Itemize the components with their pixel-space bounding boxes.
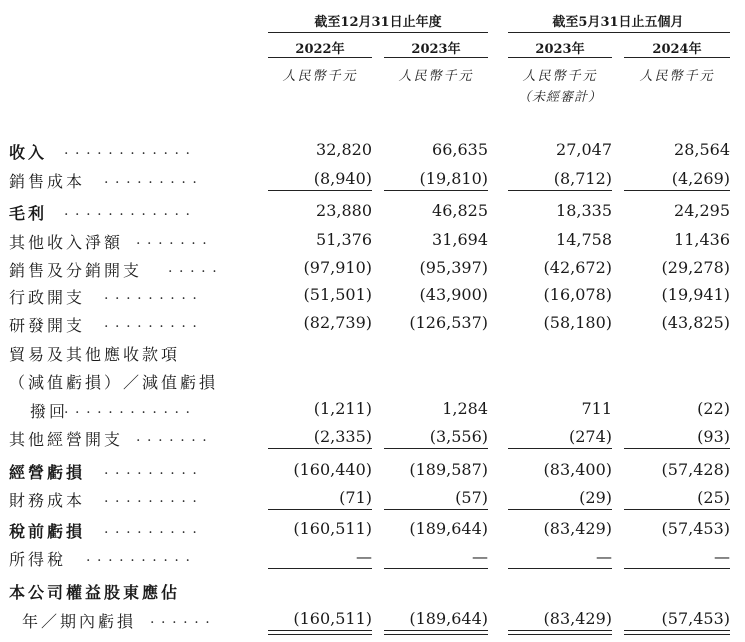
row-value-col2: (189,587)	[409, 460, 488, 479]
row-value-col3: (83,400)	[543, 460, 612, 479]
row-value-col2: (43,900)	[419, 285, 488, 304]
row-value-col2: (57)	[455, 488, 488, 507]
unaudited-label: （未經審計）	[517, 90, 602, 105]
row-value-col3: 711	[581, 399, 612, 418]
subtotal-rule	[624, 190, 730, 191]
row-value-col2: (19,810)	[419, 169, 488, 188]
row-value-col4: (57,428)	[661, 460, 730, 479]
row-label: 財務成本	[9, 491, 86, 510]
leader-dots: .........	[104, 171, 204, 187]
row-value-col1: (160,511)	[293, 519, 372, 538]
subtotal-rule	[508, 190, 612, 191]
row-value-col3: —	[596, 547, 612, 566]
row-value-col4: 28,564	[674, 140, 730, 159]
row-label: 稅前虧損	[9, 522, 86, 541]
subtotal-rule	[508, 509, 612, 510]
subtotal-rule	[268, 190, 372, 191]
total-double-rule	[624, 630, 730, 635]
subtotal-rule	[508, 448, 612, 449]
row-value-col2: 1,284	[442, 399, 488, 418]
subtotal-rule	[508, 568, 612, 569]
row-value-col1: (160,511)	[293, 609, 372, 628]
subtotal-rule	[268, 448, 372, 449]
row-label: 研發開支	[9, 316, 86, 335]
total-double-rule	[384, 630, 488, 635]
row-label: 毛利	[9, 204, 48, 223]
year-header-3: 2023年	[535, 42, 585, 57]
row-label: 收入	[9, 143, 48, 162]
row-value-col4: —	[714, 547, 730, 566]
row-value-col3: (8,712)	[553, 169, 612, 188]
row-value-col1: (71)	[339, 488, 372, 507]
row-value-col1: (2,335)	[313, 427, 372, 446]
group-header-five-months: 截至5月31日止五個月	[552, 15, 684, 30]
row-value-col2: (189,644)	[409, 609, 488, 628]
row-value-col3: (58,180)	[543, 313, 612, 332]
row-value-col3: 27,047	[556, 140, 612, 159]
leader-dots: .........	[104, 521, 204, 537]
subtotal-rule	[624, 509, 730, 510]
row-label: 本公司權益股東應佔	[9, 583, 181, 602]
row-value-col1: 51,376	[316, 230, 372, 249]
row-value-col3: (42,672)	[543, 258, 612, 277]
leader-dots: .....	[168, 260, 224, 276]
row-value-col2: (189,644)	[409, 519, 488, 538]
row-value-col3: (83,429)	[543, 609, 612, 628]
row-label: 銷售成本	[9, 172, 86, 191]
row-value-col1: 32,820	[316, 140, 372, 159]
row-value-col3: (83,429)	[543, 519, 612, 538]
leader-dots: ......	[150, 611, 217, 627]
row-value-col3: 18,335	[556, 201, 612, 220]
row-label: 行政開支	[9, 288, 86, 307]
subtotal-rule	[268, 509, 372, 510]
leader-dots: .......	[136, 429, 214, 445]
row-label: 年／期內虧損	[22, 612, 137, 631]
row-value-col3: (16,078)	[543, 285, 612, 304]
row-value-col1: (51,501)	[303, 285, 372, 304]
row-value-col2: 66,635	[432, 140, 488, 159]
leader-dots: .........	[104, 315, 204, 331]
row-value-col1: (8,940)	[313, 169, 372, 188]
subtotal-rule	[384, 190, 488, 191]
leader-dots: ..........	[86, 549, 197, 565]
leader-dots: ............	[64, 142, 197, 158]
row-value-col4: (29,278)	[661, 258, 730, 277]
year-underline-2	[384, 57, 488, 58]
row-value-col4: (57,453)	[661, 609, 730, 628]
row-value-col1: (1,211)	[313, 399, 372, 418]
row-label: （減值虧損）／減值虧損	[9, 373, 219, 392]
row-value-col1: 23,880	[316, 201, 372, 220]
row-value-col2: 31,694	[432, 230, 488, 249]
unit-label-1: 人民幣千元	[282, 69, 358, 84]
total-double-rule	[508, 630, 612, 635]
row-label: 經營虧損	[9, 463, 86, 482]
row-value-col2: 46,825	[432, 201, 488, 220]
total-double-rule	[268, 630, 372, 635]
row-label: 其他收入淨額	[9, 233, 124, 252]
group-header-year-end: 截至12月31日止年度	[314, 15, 442, 30]
leader-dots: .........	[104, 287, 204, 303]
group-underline-1	[268, 32, 488, 33]
subtotal-rule	[624, 448, 730, 449]
group-underline-2	[508, 32, 730, 33]
row-value-col4: (4,269)	[671, 169, 730, 188]
leader-dots: .........	[104, 462, 204, 478]
year-header-1: 2022年	[295, 42, 345, 57]
row-value-col4: (19,941)	[661, 285, 730, 304]
row-value-col2: —	[472, 547, 488, 566]
row-value-col4: (22)	[697, 399, 730, 418]
year-header-4: 2024年	[652, 42, 702, 57]
leader-dots: ............	[64, 203, 197, 219]
row-value-col4: 24,295	[674, 201, 730, 220]
unit-label-4: 人民幣千元	[639, 69, 715, 84]
row-value-col1: (82,739)	[303, 313, 372, 332]
row-value-col3: (274)	[568, 427, 612, 446]
row-value-col2: (95,397)	[419, 258, 488, 277]
subtotal-rule	[624, 568, 730, 569]
subtotal-rule	[384, 568, 488, 569]
row-label: 銷售及分銷開支	[9, 261, 143, 280]
year-underline-1	[268, 57, 372, 58]
row-label: 其他經營開支	[9, 430, 124, 449]
unit-label-2: 人民幣千元	[398, 69, 474, 84]
year-underline-4	[624, 57, 730, 58]
leader-dots: .........	[104, 490, 204, 506]
row-value-col1: (97,910)	[303, 258, 372, 277]
unit-label-3: 人民幣千元	[522, 69, 598, 84]
year-underline-3	[508, 57, 612, 58]
row-value-col4: (25)	[697, 488, 730, 507]
subtotal-rule	[384, 448, 488, 449]
leader-dots: ............	[64, 401, 197, 417]
leader-dots: .......	[136, 232, 214, 248]
row-value-col3: (29)	[579, 488, 612, 507]
subtotal-rule	[268, 568, 372, 569]
row-value-col2: (3,556)	[429, 427, 488, 446]
subtotal-rule	[384, 509, 488, 510]
row-label: 撥回	[30, 402, 69, 421]
row-value-col3: 14,758	[556, 230, 612, 249]
row-value-col4: (93)	[697, 427, 730, 446]
row-value-col2: (126,537)	[409, 313, 488, 332]
row-value-col4: 11,436	[674, 230, 730, 249]
year-header-2: 2023年	[411, 42, 461, 57]
row-value-col4: (57,453)	[661, 519, 730, 538]
row-value-col4: (43,825)	[661, 313, 730, 332]
row-label: 所得稅	[9, 550, 67, 569]
row-label: 貿易及其他應收款項	[9, 345, 181, 364]
row-value-col1: (160,440)	[293, 460, 372, 479]
row-value-col1: —	[356, 547, 372, 566]
